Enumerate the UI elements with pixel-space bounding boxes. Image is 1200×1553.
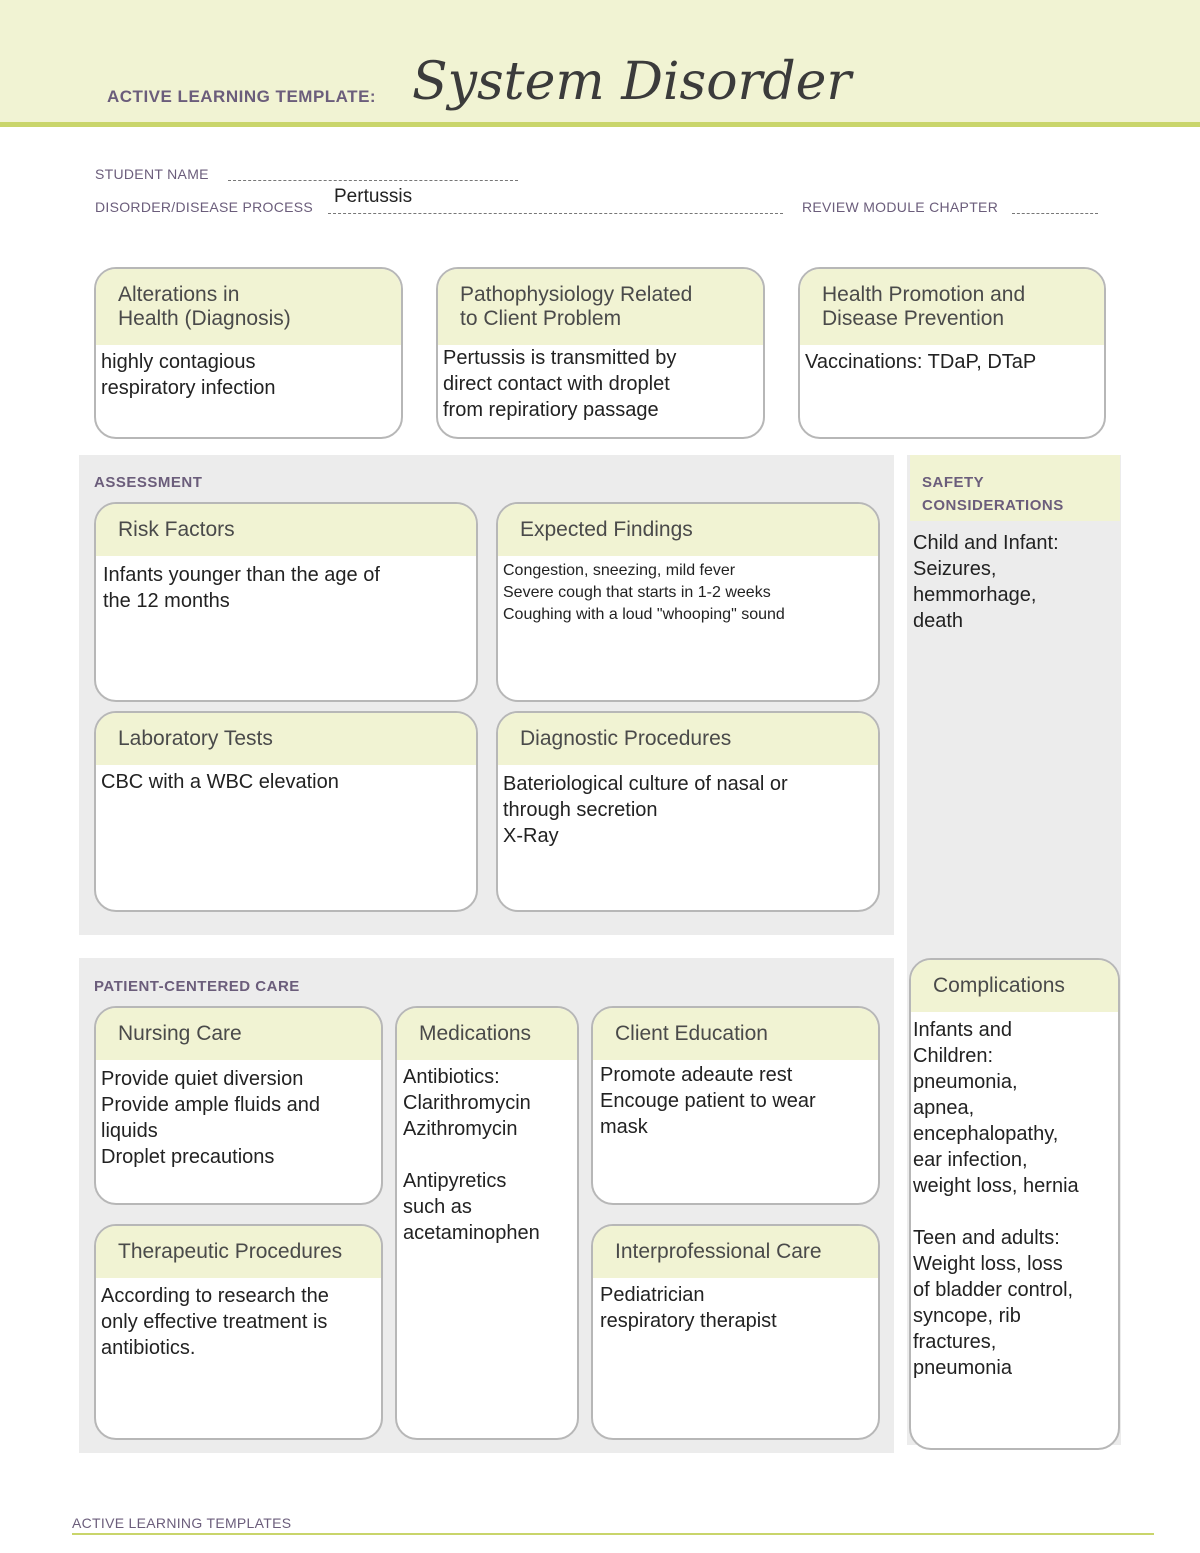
page-title: System Disorder [412, 52, 852, 112]
therapeutic-procedures-title: Therapeutic Procedures [96, 1226, 381, 1278]
nursing-care-card [94, 1006, 383, 1205]
review-module-field[interactable] [1012, 213, 1098, 214]
therapeutic-procedures-card [94, 1224, 383, 1440]
diagnostic-procedures-body[interactable]: Bateriological culture of nasal or through secretion X-Ray [503, 773, 788, 847]
risk-factors-card [94, 502, 478, 702]
expected-findings-body[interactable]: Congestion, sneezing, mild fever Severe cough that starts in 1-2 weeks Coughing with a loud "whooping" sound [503, 562, 785, 623]
footer-text: ACTIVE LEARNING TEMPLATES [72, 1515, 292, 1531]
disorder-value: Pertussis [334, 186, 413, 207]
alterations-card [94, 267, 403, 439]
medications-card [395, 1006, 579, 1440]
assessment-title: ASSESSMENT [94, 474, 203, 491]
nursing-care-title: Nursing Care [96, 1008, 381, 1060]
footer-divider [72, 1533, 1154, 1535]
expected-findings-card [496, 502, 880, 702]
laboratory-tests-title: Laboratory Tests [96, 713, 476, 765]
risk-factors-body[interactable]: Infants younger than the age of the 12 months [103, 564, 380, 612]
pathophysiology-body[interactable]: Pertussis is transmitted by direct contact with droplet from repiratiory passage [443, 347, 677, 421]
pathophysiology-card [436, 267, 765, 439]
laboratory-tests-card [94, 711, 478, 912]
student-name-field[interactable] [228, 180, 518, 181]
diagnostic-procedures-title: Diagnostic Procedures [498, 713, 878, 765]
patient-centered-care-title: PATIENT-CENTERED CARE [94, 978, 300, 995]
nursing-care-body[interactable]: Provide quiet diversion Provide ample fluids and liquids Droplet precautions [101, 1068, 321, 1168]
laboratory-tests-body[interactable]: CBC with a WBC elevation [101, 771, 339, 793]
complications-body[interactable]: Infants and Children: pneumonia, apnea, encephalopathy, ear infection, weight loss, hernia Teen and adults: Weight loss, loss of bladder control, syncope, rib fractures, pneumonia [913, 1019, 1079, 1379]
therapeutic-procedures-body[interactable]: According to research the only effective treatment is antibiotics. [101, 1285, 329, 1359]
client-education-body[interactable]: Promote adeaute rest Encouge patient to wear mask [600, 1064, 816, 1138]
review-module-label: REVIEW MODULE CHAPTER [802, 199, 999, 215]
complications-card [909, 958, 1120, 1450]
safety-body[interactable]: Child and Infant: Seizures, hemmorhage, death [913, 532, 1059, 632]
client-education-title: Client Education [593, 1008, 878, 1060]
diagnostic-procedures-card [496, 711, 880, 912]
template-label: ACTIVE LEARNING TEMPLATE: [107, 87, 377, 106]
health-promotion-title: Health Promotion and Disease Prevention [800, 269, 1104, 345]
interprofessional-care-body[interactable]: Pediatrician respiratory therapist [600, 1284, 777, 1332]
student-name-label: STUDENT NAME [95, 166, 209, 182]
risk-factors-title: Risk Factors [96, 504, 476, 556]
interprofessional-care-title: Interprofessional Care [593, 1226, 878, 1278]
header-divider [0, 122, 1200, 127]
expected-findings-title: Expected Findings [498, 504, 878, 556]
complications-title: Complications [911, 960, 1118, 1012]
pathophysiology-title: Pathophysiology Related to Client Problem [438, 269, 763, 345]
health-promotion-card [798, 267, 1106, 439]
medications-body[interactable]: Antibiotics: Clarithromycin Azithromycin Antipyretics such as acetaminophen [403, 1066, 540, 1244]
disorder-label: DISORDER/DISEASE PROCESS [95, 199, 314, 215]
medications-title: Medications [397, 1008, 577, 1060]
alterations-body[interactable]: highly contagious respiratory infection [101, 351, 276, 399]
alterations-title: Alterations in Health (Diagnosis) [96, 269, 401, 345]
interprofessional-care-card [591, 1224, 880, 1440]
client-education-card [591, 1006, 880, 1205]
health-promotion-body[interactable]: Vaccinations: TDaP, DTaP [805, 351, 1037, 373]
safety-title: SAFETY CONSIDERATIONS [910, 455, 1120, 521]
disorder-field[interactable] [328, 186, 783, 214]
